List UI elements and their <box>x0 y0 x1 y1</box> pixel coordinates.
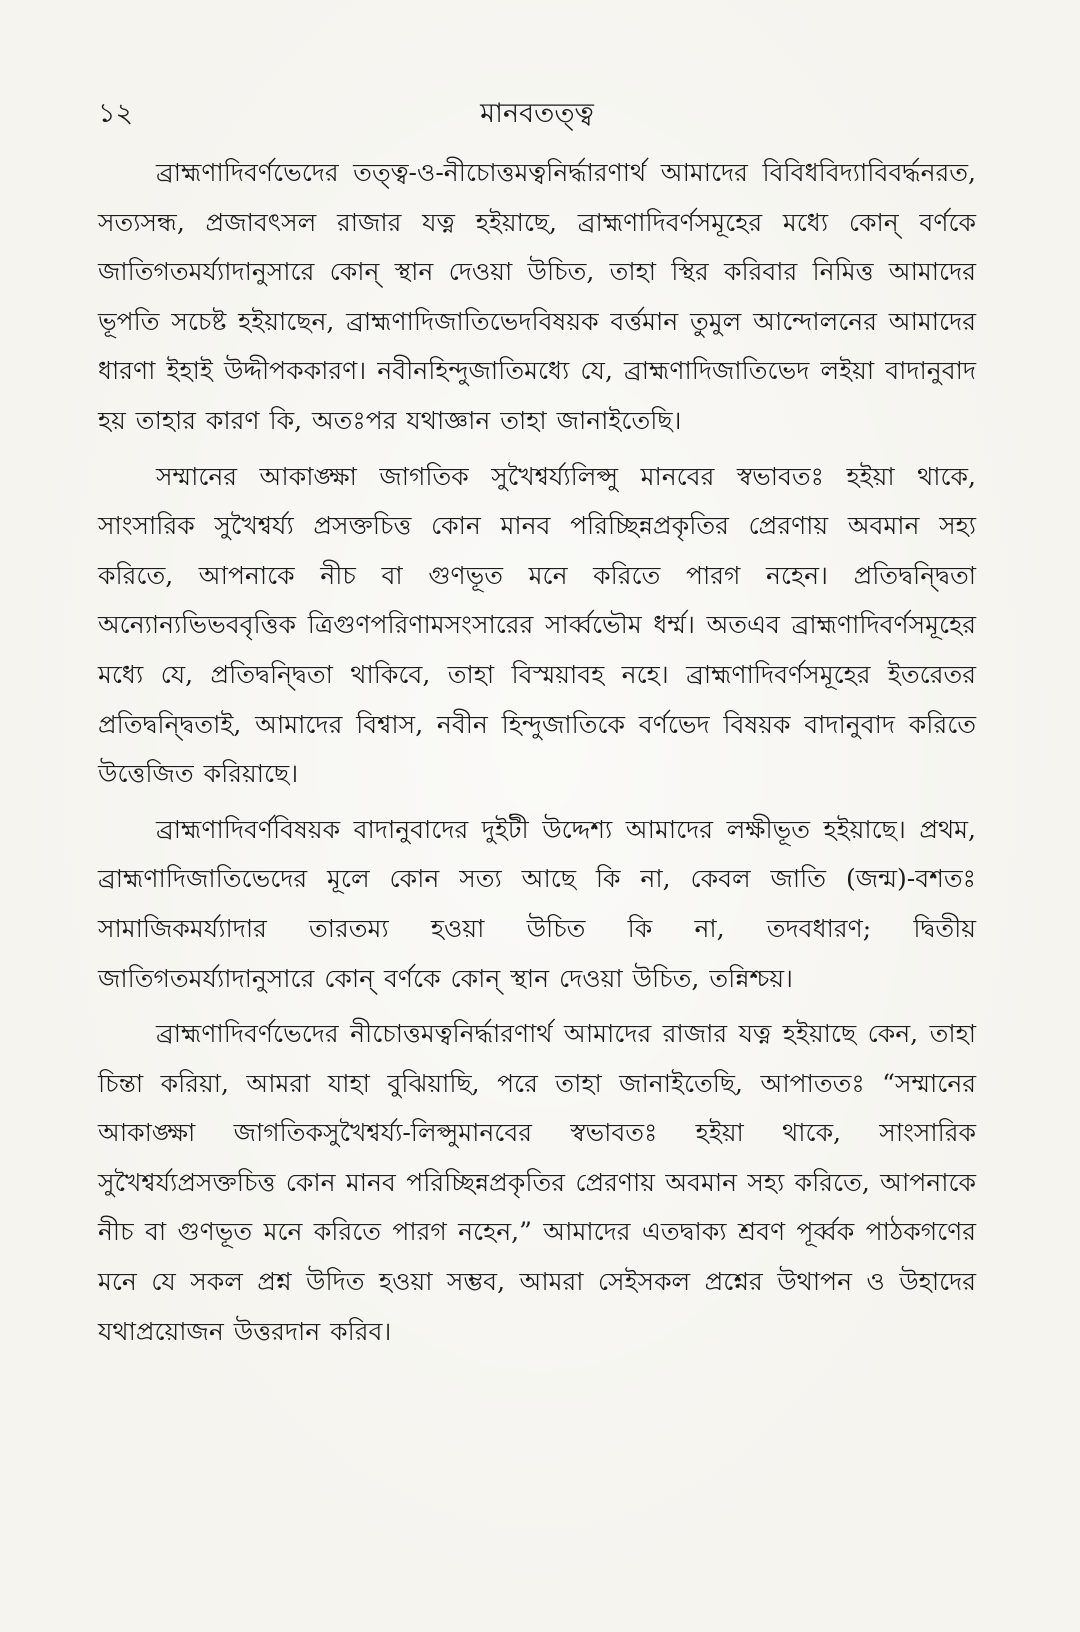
paragraph-2: সম্মানের আকাঙ্ক্ষা জাগতিক সুখৈশ্বর্য্যলিপ্সু মানবের স্বভাবতঃ হইয়া থাকে, সাংসারিক সুখৈশ্বর্য্য প্রসক্তচিত্ত কোন মানব পরিচ্ছিন্নপ্রকৃতির প্রেরণায় অবমান সহ্য করিতে, আপনাকে নীচ বা গুণভূত মনে করিতে পারগ নহেন। প্রতিদ্বন্দ্বিতা অন্যোন্যভিভববৃত্তিক ত্রিগুণপরিণামসংসারের সার্ব্বভৌম ধর্ম্ম। অতএব ব্রাহ্মণাদিবর্ণসমূহের মধ্যে যে, প্রতিদ্বন্দ্বিতা থাকিবে, তাহা বিস্ময়াবহ নহে। ব্রাহ্মণাদিবর্ণসমূহের ইতরেতর প্রতিদ্বন্দ্বিতাই, আমাদের বিশ্বাস, নবীন হিন্দুজাতিকে বর্ণভেদ বিষয়ক বাদানুবাদ করিতে উত্তেজিত করিয়াছে। <box>98 461 976 789</box>
paragraph-1: ব্রাহ্মণাদিবর্ণভেদের তত্ত্ব-ও-নীচোত্তমত্বনির্দ্ধারণার্থ আমাদের বিবিধবিদ্যাবিবর্দ্ধনরত, সত্যসন্ধ, প্রজাবৎসল রাজার যত্ন হইয়াছে, ব্রাহ্মণাদিবর্ণসমূহের মধ্যে কোন্ বর্ণকে জাতিগতমর্য্যাদানুসারে কোন্ স্থান দেওয়া উচিত, তাহা স্থির করিবার নিমিত্ত আমাদের ভূপতি সচেষ্ট হইয়াছেন, ব্রাহ্মণাদিজাতিভেদবিষয়ক বর্ত্তমান তুমুল আন্দোলনের আমাদের ধারণা ইহাই উদ্দীপককারণ। নবীনহিন্দুজাতিমধ্যে যে, ব্রাহ্মণাদিজাতিভেদ লইয়া বাদানুবাদ হয় তাহার কারণ কি, অতঃপর যথাজ্ঞান তাহা জানাইতেছি। <box>98 158 976 435</box>
running-title: মানবতত্ত্ব <box>480 98 594 129</box>
body-text <box>98 148 976 1362</box>
paragraph-3: ব্রাহ্মণাদিবর্ণবিষয়ক বাদানুবাদের দুইটী উদ্দেশ্য আমাদের লক্ষীভূত হইয়াছে। প্রথম, ব্রাহ্মণাদিজাতিভেদের মূলে কোন সত্য আছে কি না, কেবল জাতি (জন্ম)-বশতঃ সামাজিকমর্য্যাদার তারতম্য হওয়া উচিত কি না, তদবধারণ; দ্বিতীয় জাতিগতমর্য্যাদানুসারে কোন্ বর্ণকে কোন্ স্থান দেওয়া উচিত, তন্নিশ্চয়। <box>98 814 976 993</box>
page-number: ১২ <box>98 98 134 129</box>
paragraph-4: ব্রাহ্মণাদিবর্ণভেদের নীচোত্তমত্বনির্দ্ধারণার্থ আমাদের রাজার যত্ন হইয়াছে কেন, তাহা চিন্তা করিয়া, আমরা যাহা বুঝিয়াছি, পরে তাহা জানাইতেছি, আপাততঃ “সম্মানের আকাঙ্ক্ষা জাগতিকসুখৈশ্বর্য্য-লিপ্সুমানবের স্বভাবতঃ হইয়া থাকে, সাংসারিক সুখৈশ্বর্য্যপ্রসক্তচিত্ত কোন মানব পরিচ্ছিন্নপ্রকৃতির প্রেরণায় অবমান সহ্য করিতে, আপনাকে নীচ বা গুণভূত মনে করিতে পারগ নহেন,” আমাদের এতদ্বাক্য শ্রবণ পূর্ব্বক পাঠকগণের মনে যে সকল প্রশ্ন উদিত হওয়া সম্ভব, আমরা সেইসকল প্রশ্নের উথাপন ও উহাদের যথাপ্রয়োজন উত্তরদান করিব। <box>98 1019 976 1346</box>
page-header <box>98 92 976 136</box>
